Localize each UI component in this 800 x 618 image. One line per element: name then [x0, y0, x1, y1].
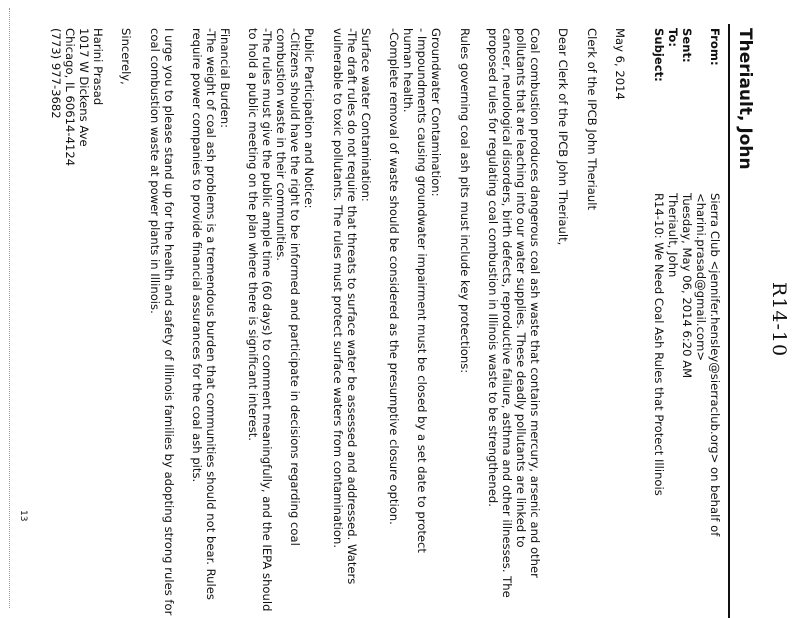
public-participation-heading: Public Participation and Notice:: [302, 28, 316, 209]
header-divider: [728, 24, 730, 618]
groundwater-line: human health.: [401, 28, 415, 113]
financial-burden-heading: Financial Burden:: [218, 28, 232, 129]
financial-burden-line: require power companies to provide financial assurances for the coal ash pits.: [190, 28, 204, 483]
from-cont-value: <harini.prasad@gmail.com>: [694, 193, 708, 362]
recipient-line: Clerk of the IPCB John Theriault: [585, 28, 599, 210]
closing-line: I urge you to please stand up for the health and safety of Illinois families by adopting strong rules for: [162, 28, 176, 616]
page-number: 13: [18, 510, 28, 522]
scan-artifact-line: [9, 8, 10, 608]
groundwater-line: - Impoundments causing groundwater impairment must be closed by a set date to protect: [415, 28, 429, 553]
public-participation-line: combustion waste in their communities.: [274, 28, 288, 261]
public-participation-line: -The rules must give the public ample time (60 days) to comment meaningfully, and the IEPA should: [260, 28, 274, 612]
intro-line: cancer, neurological disorders, birth defects, reproductive failure, asthma and other illnesses. The: [500, 28, 514, 598]
from-label: From:: [708, 28, 722, 66]
to-value: Theriault, John: [666, 193, 680, 278]
signoff: Sincerely,: [119, 28, 133, 85]
surface-water-heading: Surface water Contamination:: [359, 28, 373, 202]
rules-line: Rules governing coal ash pits must include key protections:: [458, 28, 472, 374]
sent-label: Sent:: [680, 28, 694, 63]
financial-burden-line: -The weight of coal ash problems is a tremendous burden that communities should not bear. Rules: [204, 28, 218, 600]
sent-value: Tuesday, May 06, 2014 6:20 AM: [680, 193, 694, 379]
groundwater-heading: Groundwater Contamination:: [429, 28, 443, 197]
surface-water-line: vulnerable to toxic pollutants. The rules must protect surface waters from contamination.: [331, 28, 345, 549]
subject-value: R14-10: We Need Coal Ash Rules that Protect Illinois: [652, 193, 666, 496]
signature-phone: (773) 977-3682: [49, 28, 63, 119]
public-participation-line: to hold a public meeting on the plan where there is significant interest.: [246, 28, 260, 441]
surface-water-line: -The draft rules do not require that threats to surface water be assessed and addressed. Waters: [345, 28, 359, 585]
document-id: R14-10: [768, 282, 790, 358]
intro-line: proposed rules for regulating coal combustion in Illinois waste to be strengthened.: [486, 28, 500, 507]
salutation: Dear Clerk of the IPCB John Theriault,: [556, 28, 570, 246]
header-name: Theriault, John: [735, 28, 755, 170]
letter-date: May 6, 2014: [613, 28, 627, 100]
closing-line: coal combustion waste at power plants in Illinois.: [148, 28, 162, 314]
signature-name: Harini Prasad: [91, 28, 105, 106]
public-participation-line: -Citizens should have the right to be informed and participate in decisions regarding coal: [288, 28, 302, 546]
from-value: Sierra Club <jennifer.hensley@sierraclub.org> on behalf of: [708, 193, 722, 537]
to-label: To:: [666, 28, 680, 47]
groundwater-line: -Complete removal of waste should be considered as the presumptive closure option.: [387, 28, 401, 525]
subject-label: Subject:: [652, 28, 666, 82]
signature-address: 1017 W Dickens Ave: [77, 28, 91, 147]
signature-city: Chicago, IL 60614-4124: [63, 28, 77, 167]
intro-line: pollutants that are leaching into our water supplies. These deadly pollutants are linked to: [514, 28, 528, 548]
intro-line: Coal combustion produces dangerous coal ash waste that contains mercury, arsenic and other: [528, 28, 542, 578]
